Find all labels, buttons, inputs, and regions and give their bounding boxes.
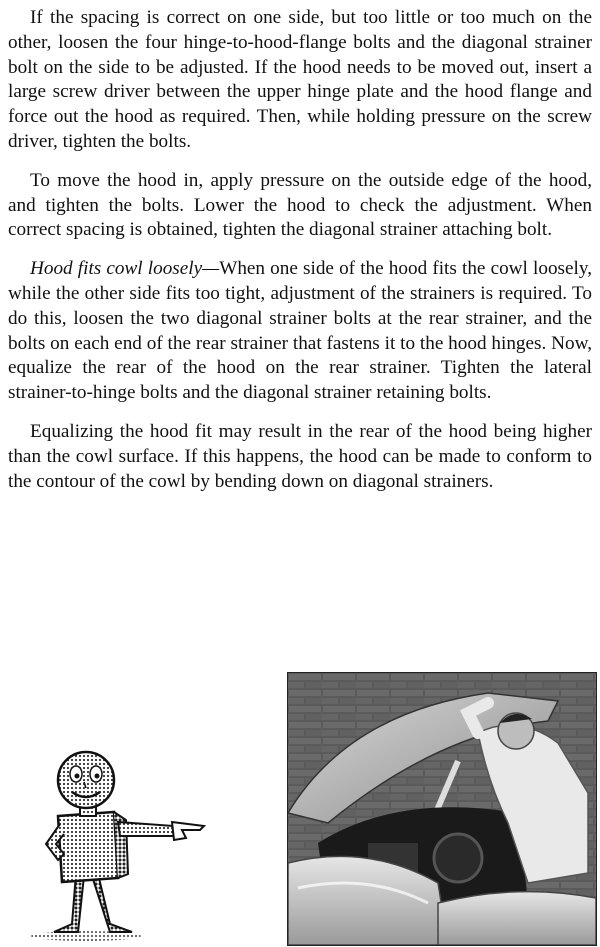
paragraph-equalizing <box>8 420 592 494</box>
paragraph-move-hood-in <box>8 169 592 243</box>
run-in-heading: Hood fits cowl loosely— <box>30 258 220 280</box>
mechanic-adjusting-hood-photo <box>287 672 597 946</box>
pointing-mascot-icon <box>14 742 214 942</box>
paragraph-text: If the spacing is correct on one side, but too little or too much on the other, loosen the four hinge-to-hood-flange bolts and the diagonal strainer bolt on the side to be adjusted. If the hood needs to be moved out, insert a large screw driver between the upper hinge plate and the hood flange and force out the hood as required. Then, while holding pressure on the screw driver, tighten the bolts. <box>8 7 592 152</box>
body-text <box>8 6 592 508</box>
paragraph-text: To move the hood in, apply pressure on the outside edge of the hood, and tighten the bolts. Lower the hood to check the adjustment. When correct spacing is obtained, tighten the diagonal strainer attaching bolt. <box>8 169 592 241</box>
paragraph-spacing-adjust <box>8 6 592 155</box>
paragraph-text: When one side of the hood fits the cowl loosely, while the other side fits too tight, adjustment of the strainers is required. To do this, loosen the two diagonal strainer bolts at the rear strainer, and the bolts on each end of the rear strainer that fastens it to the hood hinges. Now, equalize the rear of the hood on the rear strainer. Tighten the lateral strainer-to-hinge bolts and the diagonal strainer retaining bolts. <box>8 258 592 404</box>
paragraph-text: Equalizing the hood fit may result in the rear of the hood being higher than the cowl surface. If this happens, the hood can be made to conform to the contour of the cowl by bending down on diagonal strainers. <box>8 420 592 492</box>
paragraph-hood-fits-loosely <box>8 257 592 406</box>
